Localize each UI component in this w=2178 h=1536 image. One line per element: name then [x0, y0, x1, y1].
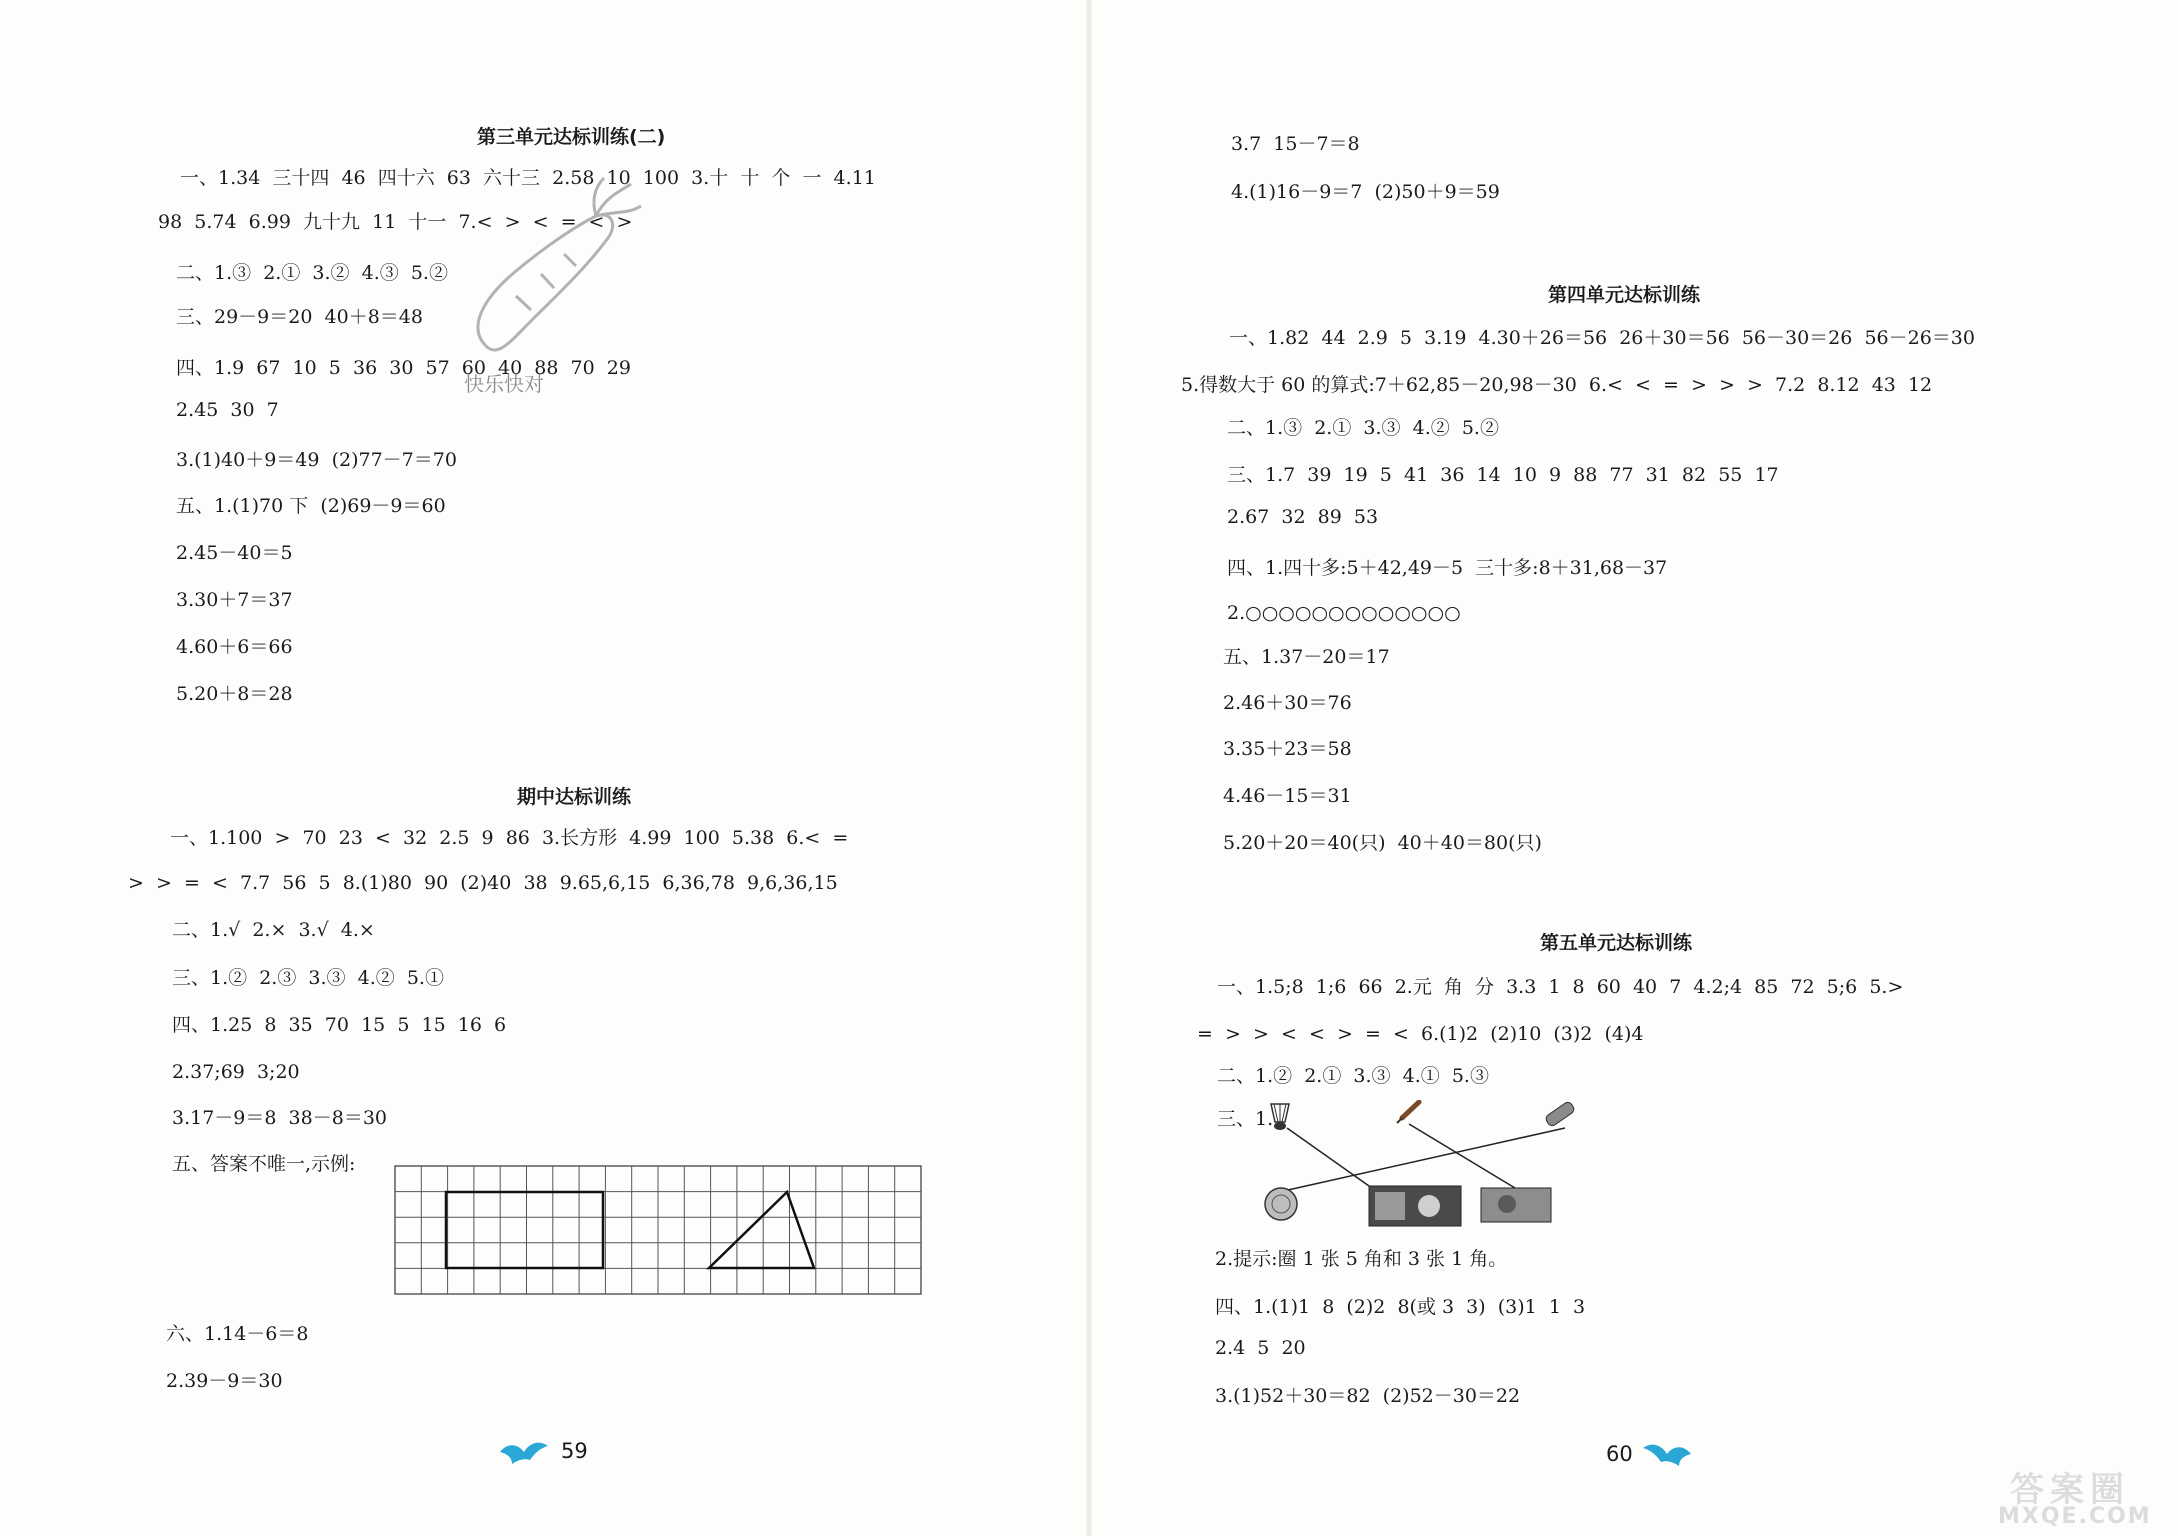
matching-figure [1259, 1100, 1739, 1230]
triangle-shape [709, 1192, 814, 1268]
section-title-midterm: 期中达标训练 [517, 786, 632, 808]
answer-line: 一、1.100 > 70 23 < 32 2.5 9 86 3.长方形 4.99 100 5.38 6.< = [170, 827, 849, 849]
answer-line: 5.20＋20＝40(只) 40＋40＝80(只) [1223, 832, 1542, 854]
answer-line: 四、1.四十多:5＋42,49－5 三十多:8＋31,68－37 [1227, 557, 1668, 579]
answer-line: 2.46＋30＝76 [1223, 692, 1352, 714]
answer-line: 2.45－40＝5 [176, 542, 293, 564]
answer-line: 五、答案不唯一,示例: [172, 1153, 356, 1175]
answer-line: 4.60＋6＝66 [176, 636, 293, 658]
answer-line: 2.4 5 20 [1215, 1337, 1306, 1359]
watermark-top: 答案圈 [2010, 1470, 2130, 1510]
answer-line: 六、1.14－6＝8 [166, 1323, 309, 1345]
watermark [1992, 1462, 2172, 1532]
answer-line: 3.35＋23＝58 [1223, 738, 1352, 760]
shuttlecock-icon [1271, 1104, 1289, 1130]
watermark-bottom: MXQE.COM [1998, 1504, 2152, 1529]
answer-line: 三、1.7 39 19 5 41 36 14 10 9 88 77 31 82 55 17 [1227, 464, 1779, 486]
answer-line: 二、1.③ 2.① 3.② 4.③ 5.② [176, 262, 448, 284]
answer-line: 三、1.② 2.③ 3.③ 4.② 5.① [172, 967, 444, 989]
answer-line: 2.37;69 3;20 [172, 1061, 300, 1083]
answer-line: 4.46－15＝31 [1223, 785, 1352, 807]
right-page [1089, 0, 2178, 1536]
answer-line: 二、1.② 2.① 3.③ 4.① 5.③ [1217, 1065, 1489, 1087]
eraser-icon [1544, 1100, 1575, 1127]
answer-line: 五、1.(1)70 下 (2)69－9＝60 [176, 495, 446, 517]
answer-line: 3.30＋7＝37 [176, 589, 293, 611]
section-title-unit4: 第四单元达标训练 [1548, 284, 1701, 306]
answer-line: 三、29－9＝20 40＋8＝48 [176, 306, 423, 328]
answer-line: 四、1.(1)1 8 (2)2 8(或 3 3) (3)1 1 3 [1215, 1296, 1586, 1318]
page-number-left: 59 [561, 1439, 588, 1463]
answer-line: 三、1. [1217, 1108, 1274, 1130]
answer-line: 二、1.③ 2.① 3.③ 4.② 5.② [1227, 417, 1499, 439]
answer-line: 2.39－9＝30 [166, 1370, 283, 1392]
answer-line: 二、1.√ 2.× 3.√ 4.× [172, 919, 375, 941]
answer-line: 四、1.25 8 35 70 15 5 15 16 6 [172, 1014, 507, 1036]
coin-icon [1265, 1188, 1297, 1220]
answer-line: 3.(1)52＋30＝82 (2)52－30＝22 [1215, 1385, 1521, 1407]
stamp-text: 快乐快对 [464, 372, 544, 396]
answer-line: 5.得数大于 60 的算式:7＋62,85－20,98－30 6.< < = > > > 7.2 8.12 43 12 [1181, 374, 1933, 396]
grid-figure [394, 1165, 924, 1297]
answer-line: 一、1.82 44 2.9 5 3.19 4.30＋26＝56 26＋30＝56 56－30＝26 56－26＝30 [1229, 327, 1975, 349]
pencil-icon [1397, 1102, 1419, 1123]
answer-line: 2.○○○○○○○○○○○○○ [1227, 602, 1461, 624]
answer-line: 3.(1)40＋9＝49 (2)77－7＝70 [176, 449, 457, 471]
bird-icon [498, 1436, 550, 1466]
answer-line: 四、1.9 67 10 5 36 30 57 60 40 88 70 29 [176, 357, 631, 379]
answer-line: 一、1.5;8 1;6 66 2.元 角 分 3.3 1 8 60 40 7 4.2;4 85 72 5;6 5.> [1217, 976, 1904, 998]
answer-line: 2.提示:圈 1 张 5 角和 3 张 1 角。 [1215, 1248, 1508, 1270]
answer-line: 3.7 15－7＝8 [1231, 133, 1360, 155]
answer-line: 98 5.74 6.99 九十九 11 十一 7.< > < = < > [158, 211, 633, 233]
answer-line: 3.17－9＝8 38－8＝30 [172, 1107, 388, 1129]
page-number-right: 60 [1606, 1442, 1633, 1466]
section-title-unit5: 第五单元达标训练 [1540, 932, 1693, 954]
answer-line: 4.(1)16－9＝7 (2)50＋9＝59 [1231, 181, 1500, 203]
answer-line: 5.20＋8＝28 [176, 683, 293, 705]
bird-icon [1641, 1438, 1693, 1468]
banknote-icon [1369, 1186, 1461, 1226]
answer-line: 2.45 30 7 [176, 399, 279, 421]
answer-line: 一、1.34 三十四 46 四十六 63 六十三 2.58 10 100 3.十 十 个 一 4.11 [180, 167, 876, 189]
answer-line: > > = < 7.7 56 5 8.(1)80 90 (2)40 38 9.65,6,15 6,36,78 9,6,36,15 [128, 872, 838, 894]
answer-line: 2.67 32 89 53 [1227, 506, 1379, 528]
section-title-unit3: 第三单元达标训练(二) [477, 126, 666, 148]
answer-line: = > > < < > = < 6.(1)2 (2)10 (3)2 (4)4 [1197, 1023, 1644, 1045]
banknote-icon [1481, 1188, 1551, 1222]
answer-line: 五、1.37－20＝17 [1223, 646, 1390, 668]
